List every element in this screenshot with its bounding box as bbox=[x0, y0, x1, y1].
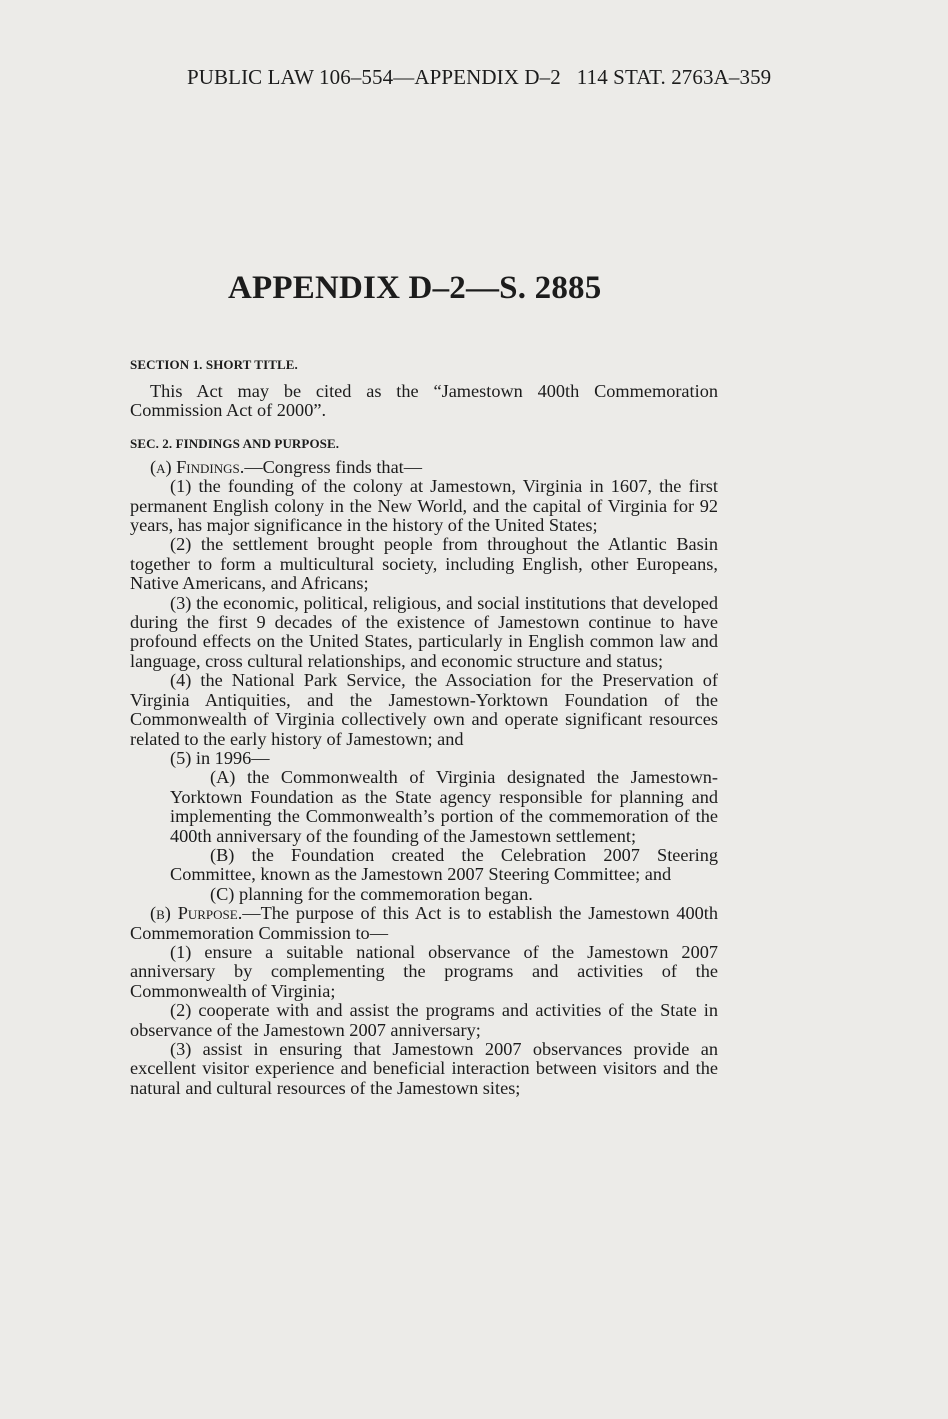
page-title: APPENDIX D–2—S. 2885 bbox=[228, 270, 602, 306]
findings-lead: —Congress finds that— bbox=[244, 456, 423, 477]
findings-paragraph bbox=[130, 458, 718, 477]
finding-5: (5) in 1996— bbox=[170, 747, 270, 768]
purpose-3: (3) assist in ensuring that Jamestown 2007 observances provide an excellent visitor experience and beneficial interaction between visitors and the natural and cultural resources of the Jamestown sites; bbox=[130, 1039, 718, 1098]
finding-4: (4) the National Park Service, the Association for the Preservation of Virginia Antiquities, and the Jamestown-Yorktown Foundation of the Commonwealth of Virginia collectively own and operate significant resources related to the early history of Jamestown; and bbox=[130, 670, 718, 749]
finding-2: (2) the settlement brought people from throughout the Atlantic Basin together to form a multicultural society, including English, other Europeans, Native Americans, and Africans; bbox=[130, 534, 718, 594]
finding-3: (3) the economic, political, religious, and social institutions that developed during the first 9 decades of the existence of Jamestown continue to have profound effects on the United States, particularly in English common law and language, cross cultural relationships, and economic structure and status; bbox=[130, 592, 718, 671]
purpose-paragraph bbox=[130, 904, 718, 943]
purpose-2: (2) cooperate with and assist the programs and activities of the State in observance of the Jamestown 2007 anniversary; bbox=[130, 1000, 718, 1040]
finding-5-item-c: (C) planning for the commemoration began. bbox=[210, 883, 533, 904]
purpose-label: (b) Purpose. bbox=[150, 903, 243, 924]
findings-label: (a) Findings. bbox=[150, 456, 245, 477]
purpose-1: (1) ensure a suitable national observance of the Jamestown 2007 anniversary by complementing the programs and activities of the Commonwealth of Virginia; bbox=[130, 941, 718, 1001]
purpose-lead: —The purpose of this Act is to establish the Jamestown 400th Commemoration Commission to— bbox=[130, 903, 718, 943]
running-head-law: PUBLIC LAW 106–554—APPENDIX D–2 bbox=[187, 65, 561, 89]
running-head-stat: 114 STAT. 2763A–359 bbox=[576, 65, 772, 89]
finding-1: (1) the founding of the colony at Jamestown, Virginia in 1607, the first permanent English colony in the New World, and the capital of Virginia for 92 years, has major significance in the history of the United States; bbox=[130, 476, 718, 536]
running-head bbox=[187, 64, 771, 90]
document-body bbox=[130, 356, 718, 1098]
section-1-text: This Act may be cited as the “Jamestown 400th Commemoration Commission Act of 2000”. bbox=[130, 381, 718, 421]
finding-5-item-a: (A) the Commonwealth of Virginia designated the Jamestown-Yorktown Foundation as the State agency responsible for planning and implementing the Commonwealth’s portion of the commemoration of the 400th anniversary of the founding of the Jamestown settlement; bbox=[170, 767, 718, 846]
section-2-heading: SEC. 2. FINDINGS AND PURPOSE. bbox=[130, 435, 340, 451]
finding-5-item-b: (B) the Foundation created the Celebration 2007 Steering Committee, known as the Jamestown 2007 Steering Committee; and bbox=[170, 844, 718, 885]
section-1-heading: SECTION 1. SHORT TITLE. bbox=[130, 357, 298, 372]
